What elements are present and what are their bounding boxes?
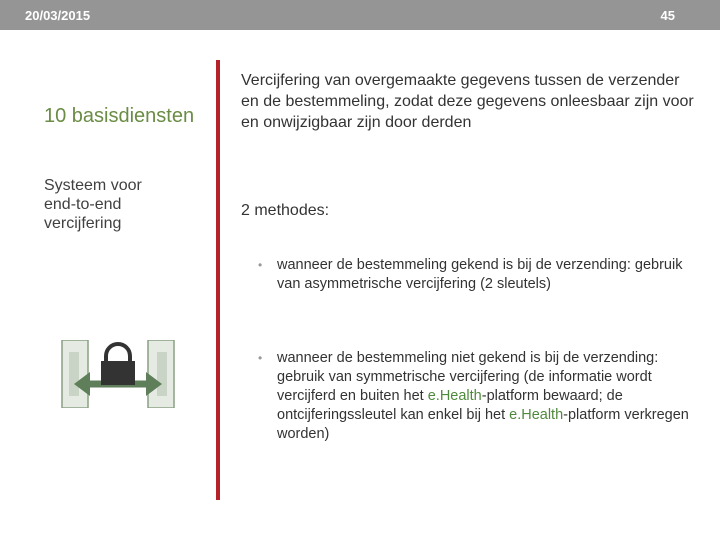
bullet-item [258, 256, 697, 294]
header-bar [0, 0, 720, 30]
ehealth-highlight: e.Health [427, 388, 482, 404]
bullet-text-part1: wanneer de bestemmeling niet gekend is bij de verzending: gebruik van symmetrische vercijfering (de informatie wordt vercijferd en buiten het [277, 350, 659, 404]
ehealth-highlight: e.Health [509, 407, 564, 423]
methods-heading: 2 methodes: [241, 202, 330, 219]
slide-title: 10 basisdiensten [44, 105, 195, 127]
bullet-dot-icon: • [258, 351, 263, 365]
bullet-text-part2: -platform bewaard; de ontcijferingssleutel kan enkel bij het [277, 388, 623, 423]
bullet-dot-icon: • [258, 258, 263, 272]
page-number: 45 [660, 8, 675, 23]
divider-line [216, 60, 220, 500]
intro-paragraph: Vercijfering van overgemaakte gegevens tussen de verzender en de bestemmeling, zodat deze gegevens onleesbaar zijn voor en onwijzigbaar zijn door derden [241, 72, 694, 131]
bullet-text: wanneer de bestemmeling gekend is bij de verzending: gebruik van asymmetrische vercijfering (2 sleutels) [277, 257, 683, 292]
bullet-item [258, 349, 697, 444]
date: 20/03/2015 [25, 8, 91, 23]
bullet-text-part3: -platform verkregen worden) [277, 407, 689, 442]
encrypted-transfer-icon [60, 340, 176, 413]
slide-subtitle: Systeem voor end-to-end vercijfering [44, 177, 142, 232]
